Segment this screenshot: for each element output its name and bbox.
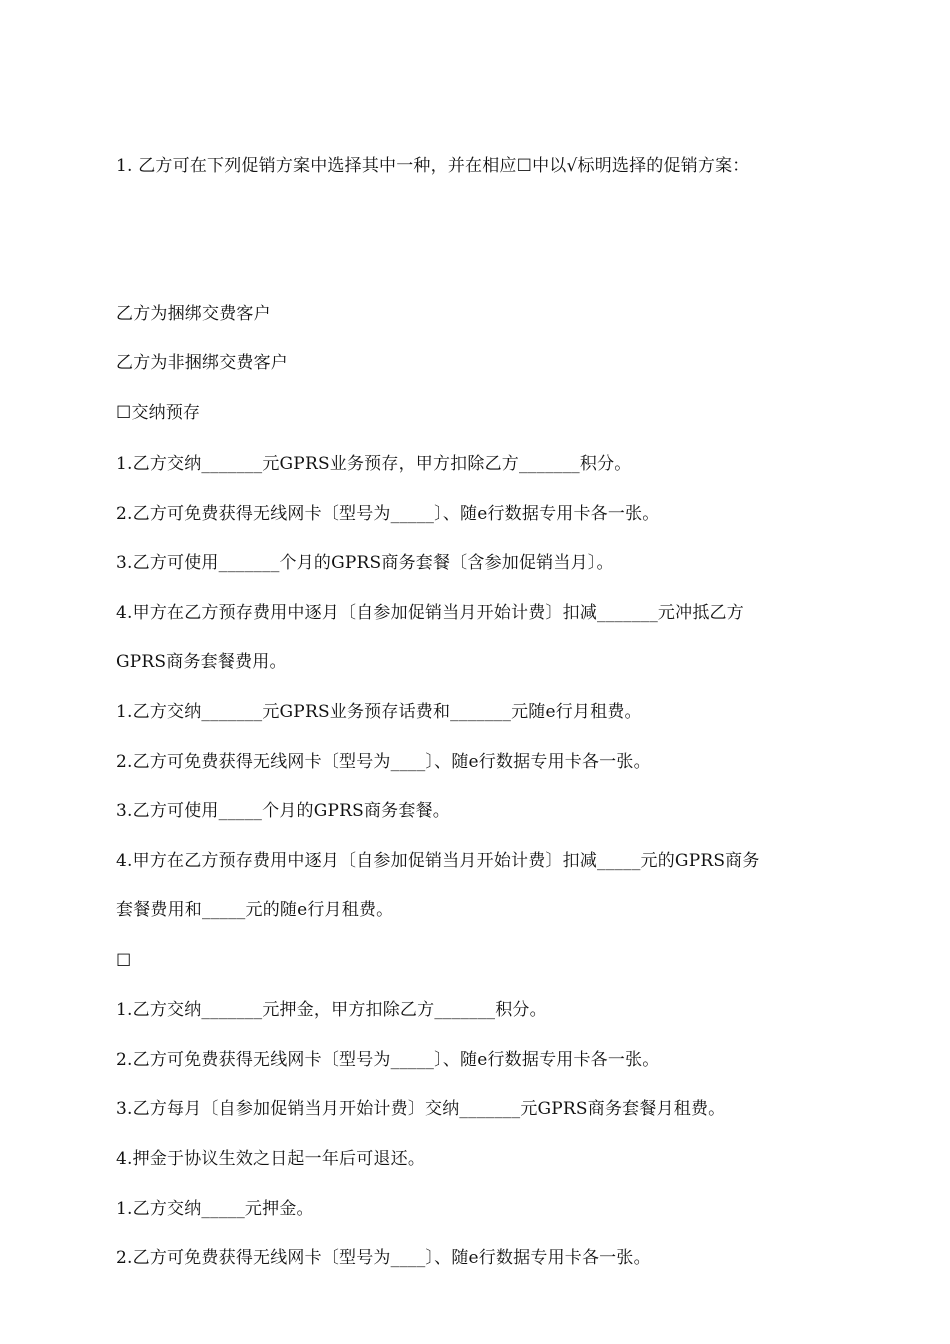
prepay-a-item-2: 2.乙方可免费获得无线网卡〔型号为_____〕、随e行数据专用卡各一张。 xyxy=(116,504,660,524)
prepay-b-item-4-cont: 套餐费用和_____元的随e行月租费。 xyxy=(116,900,394,920)
prepay-a-item-4: 4.甲方在乙方预存费用中逐月〔自参加促销当月开始计费〕扣减_______元冲抵乙方 xyxy=(116,603,744,623)
prepay-b-item-4: 4.甲方在乙方预存费用中逐月〔自参加促销当月开始计费〕扣减_____元的GPRS商务 xyxy=(116,851,760,871)
option-bundled-customer: 乙方为捆绑交费客户 xyxy=(116,304,271,324)
prepay-a-item-4-cont: GPRS商务套餐费用。 xyxy=(116,652,287,672)
deposit-a-item-3: 3.乙方每月〔自参加促销当月开始计费〕交纳_______元GPRS商务套餐月租费。 xyxy=(116,1099,726,1119)
deposit-a-item-2: 2.乙方可免费获得无线网卡〔型号为_____〕、随e行数据专用卡各一张。 xyxy=(116,1050,660,1070)
option-non-bundled-customer: 乙方为非捆绑交费客户 xyxy=(116,353,288,373)
prepay-a-item-1: 1.乙方交纳_______元GPRS业务预存，甲方扣除乙方_______积分。 xyxy=(116,454,632,474)
deposit-a-item-4: 4.押金于协议生效之日起一年后可退还。 xyxy=(116,1149,426,1169)
deposit-b-item-2: 2.乙方可免费获得无线网卡〔型号为____〕、随e行数据专用卡各一张。 xyxy=(116,1248,651,1268)
prepay-b-item-1: 1.乙方交纳_______元GPRS业务预存话费和_______元随e行月租费。 xyxy=(116,702,642,722)
prepay-b-item-3: 3.乙方可使用_____个月的GPRS商务套餐。 xyxy=(116,801,450,821)
section-deposit-checkbox: ☐ xyxy=(116,951,132,971)
prepay-a-item-3: 3.乙方可使用_______个月的GPRS商务套餐〔含参加促销当月〕。 xyxy=(116,553,614,573)
section-prepay-heading: ☐交纳预存 xyxy=(116,403,201,423)
deposit-a-item-1: 1.乙方交纳_______元押金，甲方扣除乙方_______积分。 xyxy=(116,1000,547,1020)
deposit-b-item-1: 1.乙方交纳_____元押金。 xyxy=(116,1199,314,1219)
prepay-b-item-2: 2.乙方可免费获得无线网卡〔型号为____〕、随e行数据专用卡各一张。 xyxy=(116,752,651,772)
intro-instruction: 1. 乙方可在下列促销方案中选择其中一种，并在相应☐中以√标明选择的促销方案： xyxy=(116,156,750,176)
